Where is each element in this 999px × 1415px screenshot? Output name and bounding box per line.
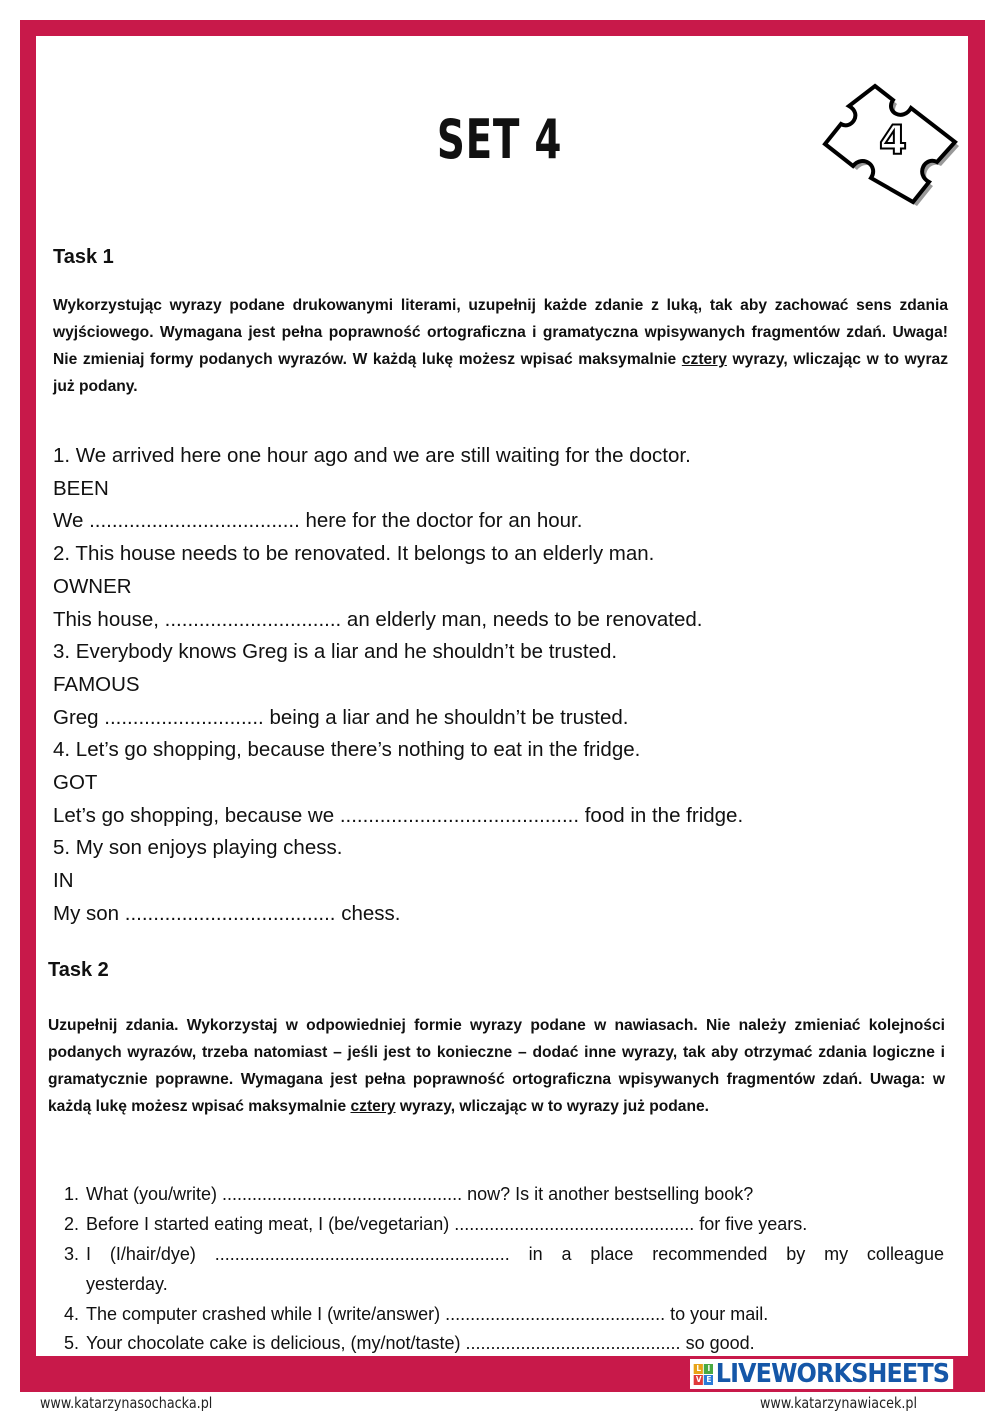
task1-line: 4. Let’s go shopping, because there’s nothing to eat in the fridge.: [53, 738, 641, 762]
task1-instructions: [53, 292, 948, 400]
task1-line: GOT: [53, 771, 98, 794]
instr-text-end: wyrazy, wliczając w to wyrazy już podane.: [395, 1098, 709, 1115]
task2-item-continued: yesterday.: [86, 1274, 168, 1294]
instr-text: Wykorzystując wyrazy podane drukowanymi literami, uzupełnij każde zdanie z luką, tak aby zachować sens zdania wyjściowego. Wymagana jest pełna poprawność ortograficzna i gramatyczna wpisywanych fragmentów zdań. Uwaga! Nie zmieniaj formy podanych wyrazów. W każdą lukę możesz wpisać maksymalnie: [53, 297, 948, 368]
item-number: 2.: [64, 1214, 80, 1234]
footer-right-url: www.katarzynawiacek.pl: [760, 1394, 918, 1412]
task2-item: [64, 1304, 944, 1325]
footer-left-url: www.katarzynasochacka.pl: [40, 1394, 213, 1412]
task1-line: IN: [53, 869, 74, 893]
task2-item: [64, 1333, 944, 1354]
item-number: 1.: [64, 1184, 80, 1204]
item-text: The computer crashed while I (write/answer) ............................................ to your mail.: [86, 1304, 769, 1324]
task2-item: [64, 1184, 944, 1205]
task1-line: 2. This house needs to be renovated. It belongs to an elderly man.: [53, 542, 655, 566]
brand-text: LIVEWORKSHEETS: [715, 1359, 950, 1389]
instr-text-end: wyrazy, wliczając w to wyraz już podany.: [53, 351, 948, 395]
tile: I: [704, 1364, 713, 1374]
item-text: I (I/hair/dye) ........................................................... in a place recommended by my colleague: [86, 1244, 944, 1264]
tile: V: [694, 1375, 703, 1385]
item-text: What (you/write) ................................................ now? Is it another bestselling book?: [86, 1184, 754, 1204]
task1-line: 5. My son enjoys playing chess.: [53, 836, 343, 860]
badge-number: 4: [879, 118, 907, 164]
task1-line: OWNER: [53, 574, 132, 598]
task1-line: Greg ............................ being a liar and he shouldn’t be trusted.: [53, 705, 629, 729]
item-text: Your chocolate cake is delicious, (my/not/taste) ........................................... so good.: [86, 1333, 755, 1353]
task1-line: BEEN: [53, 476, 109, 500]
task1-line: Let’s go shopping, because we .......................................... food in the fridge.: [53, 803, 744, 827]
task2-instructions: [48, 1012, 945, 1120]
item-number: 3.: [64, 1244, 80, 1264]
task2-item: [64, 1244, 944, 1265]
page-title: SET 4: [436, 108, 563, 171]
item-number: 5.: [64, 1333, 80, 1353]
task1-line: We ..................................... here for the doctor for an hour.: [53, 509, 583, 533]
logo-tiles-icon: [694, 1364, 713, 1385]
puzzle-piece-icon: [815, 78, 965, 213]
item-text: Before I started eating meat, I (be/vegetarian) ................................................ for five years.: [86, 1214, 808, 1234]
tile: L: [694, 1364, 703, 1374]
tile: E: [704, 1375, 713, 1385]
instr-underlined: cztery: [350, 1098, 396, 1115]
page-content-area: [36, 36, 968, 1356]
instr-text: Uzupełnij zdania. Wykorzystaj w odpowiedniej formie wyrazy podane w nawiasach. Nie należy zmieniać kolejności podanych wyrazów, trzeba natomiast – jeśli jest to konieczne – dodać inne wyrazy, tak aby otrzymać zdania logiczne i gramatycznie poprawne. Wymagana jest pełna poprawność ortograficzna wpisywanych fragmentów zdań. Uwaga: w każdą lukę możesz wpisać maksymalnie: [48, 1017, 945, 1115]
task1-line: This house, ............................... an elderly man, needs to be renovated.: [53, 607, 703, 631]
task1-line: 1. We arrived here one hour ago and we are still waiting for the doctor.: [53, 444, 691, 467]
task1-heading: Task 1: [53, 246, 114, 268]
instr-underlined: cztery: [681, 351, 727, 368]
task1-line: 3. Everybody knows Greg is a liar and he shouldn’t be trusted.: [53, 640, 618, 664]
liveworksheets-logo: [690, 1359, 953, 1389]
task2-item: [64, 1214, 944, 1235]
task1-line: My son ..................................... chess.: [53, 901, 401, 925]
item-number: 4.: [64, 1304, 80, 1324]
task2-heading: Task 2: [48, 959, 109, 981]
task1-line: FAMOUS: [53, 672, 140, 696]
